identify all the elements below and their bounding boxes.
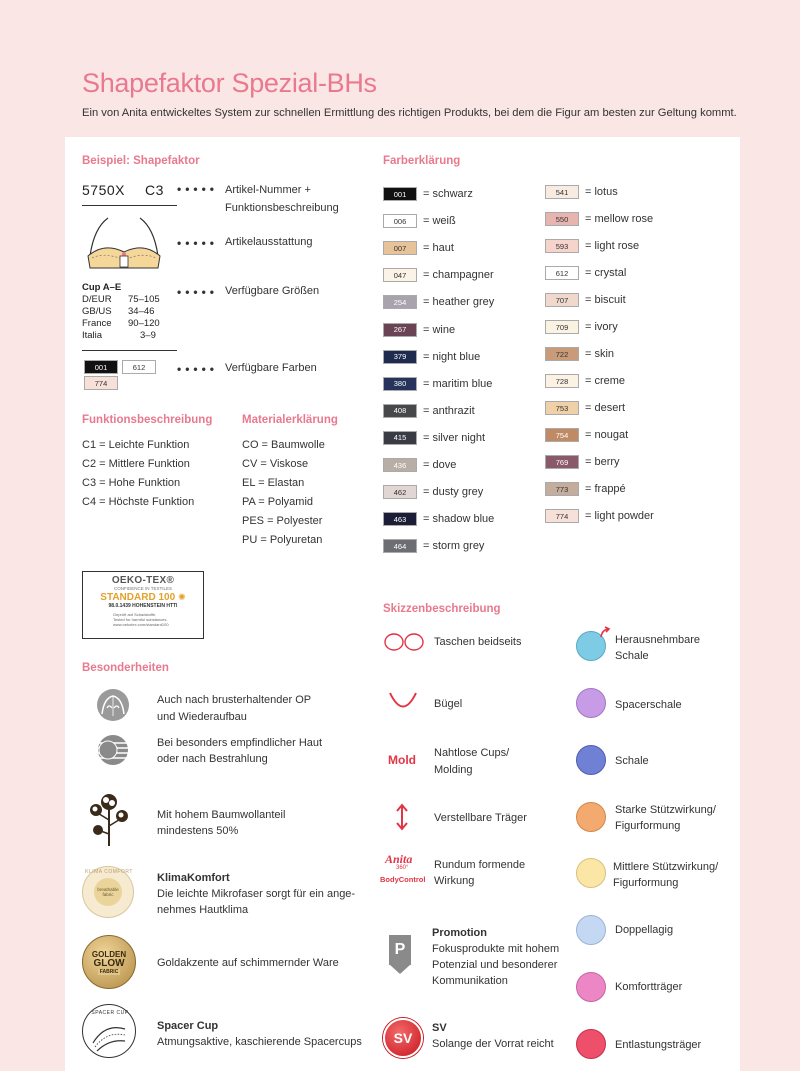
colors-heading: Farberklärung <box>383 155 461 167</box>
color-swatch: 593 <box>545 239 579 253</box>
color-swatch: 774 <box>545 509 579 523</box>
color-row <box>383 403 475 419</box>
promotion-icon: P <box>389 935 411 965</box>
function-item: C3 = Hohe Funktion <box>82 477 181 489</box>
anita-brand: Anita <box>385 852 413 866</box>
color-label: = biscuit <box>585 294 626 306</box>
sketch-right-6: Doppellagig <box>615 924 674 936</box>
color-swatch: 541 <box>545 185 579 199</box>
oekotex-standard: STANDARD 100 <box>100 592 176 603</box>
sketch-right-7: Komfortträger <box>615 981 683 993</box>
color-label: = storm grey <box>423 540 485 553</box>
special-item-3-line1: Mit hohem Baumwollanteil <box>157 809 286 821</box>
label-article-2: Funktionsbeschreibung <box>225 202 339 214</box>
color-label: = schwarz <box>423 188 473 200</box>
leader-dots: ••••• <box>177 362 219 376</box>
body-control-logo <box>380 852 428 892</box>
function-item: C1 = Leichte Funktion <box>82 439 190 451</box>
color-swatch: 462 <box>383 485 417 499</box>
spacer-cup-badge <box>82 1004 136 1058</box>
underwire-icon <box>387 690 419 712</box>
color-swatch: 753 <box>545 401 579 415</box>
oekotex-note1: Geprüft auf Schadstoffe. <box>113 612 157 617</box>
color-swatch: 254 <box>383 295 417 309</box>
color-row <box>383 376 492 392</box>
color-swatch: 006 <box>383 214 417 228</box>
sizes-table <box>82 294 160 342</box>
sv-icon: SV <box>383 1018 423 1058</box>
swatch-774: 774 <box>84 376 118 390</box>
special-item-6-line1: Atmungsaktive, kaschierende Spacercups <box>157 1036 362 1048</box>
color-label: = nougat <box>585 429 629 441</box>
color-row <box>383 240 454 256</box>
color-row <box>545 400 625 416</box>
article-number: 5750X <box>82 182 125 198</box>
sketch-left-6-line2: Potenzial und besonderer <box>432 959 558 971</box>
color-row <box>383 322 455 338</box>
materials-heading: Materialerklärung <box>242 414 338 426</box>
page-title: Shapefaktor Spezial-BHs <box>82 68 377 98</box>
color-label: = lotus <box>585 186 618 198</box>
torso-icon <box>96 688 130 722</box>
sketch-right-4-line1: Starke Stützwirkung/ <box>615 804 716 816</box>
label-features: Artikelausstattung <box>225 236 313 248</box>
color-label: = dusty grey <box>423 486 484 499</box>
material-item: PA = Polyamid <box>242 496 314 508</box>
color-label: = wine <box>423 323 456 336</box>
promotion-icon-tail <box>389 964 411 974</box>
color-label: = crystal <box>585 267 627 279</box>
divider <box>82 350 177 351</box>
color-row <box>383 484 483 500</box>
material-item: CV = Viskose <box>242 458 309 470</box>
sketch-left-7-line1: Solange der Vorrat reicht <box>432 1038 554 1050</box>
material-item: PU = Polyuretan <box>242 534 323 546</box>
color-label: = light powder <box>585 510 654 522</box>
comfort-strap-icon <box>576 972 606 1002</box>
strong-support-icon <box>576 802 606 832</box>
special-item-6-title: Spacer Cup <box>157 1020 219 1032</box>
klima-badge-inner: breathable fabric <box>94 878 122 906</box>
color-label: = weiß <box>423 215 456 228</box>
color-swatch: 408 <box>383 404 417 418</box>
material-item: CO = Baumwolle <box>242 439 325 451</box>
color-row <box>545 265 626 281</box>
adjustable-strap-icon <box>396 803 408 831</box>
color-swatch: 379 <box>383 350 417 364</box>
shell-icon <box>576 745 606 775</box>
special-item-5-line1: Goldakzente auf schimmernder Ware <box>157 957 339 969</box>
special-heading: Besonderheiten <box>82 662 169 674</box>
color-row <box>383 349 480 365</box>
function-item: C4 = Höchste Funktion <box>82 496 195 508</box>
relief-strap-icon <box>576 1029 606 1059</box>
leader-dots: ••••• <box>177 236 219 250</box>
sketch-heading: Skizzenbeschreibung <box>383 603 501 615</box>
color-label: = champagner <box>423 269 494 282</box>
sketch-right-4-line2: Figurformung <box>615 820 681 832</box>
anita-body: BodyControl <box>380 875 426 884</box>
sketch-right-5-line1: Mittlere Stützwirkung/ <box>613 861 719 873</box>
color-swatch: 007 <box>383 241 417 255</box>
color-row <box>545 346 614 362</box>
special-item-4-line1: Die leichte Mikrofaser sorgt für ein ange- <box>157 888 356 900</box>
color-row <box>545 319 618 335</box>
color-label: = ivory <box>585 321 618 333</box>
sketch-left-6-title: Promotion <box>432 927 487 939</box>
special-item-3-line2: mindestens 50% <box>157 825 239 837</box>
function-item: C2 = Mittlere Funktion <box>82 458 190 470</box>
bra-illustration <box>84 212 164 270</box>
sketch-right-3: Schale <box>615 755 649 767</box>
label-sizes: Verfügbare Größen <box>225 285 320 297</box>
medium-support-icon <box>576 858 606 888</box>
example-heading: Beispiel: Shapefaktor <box>82 155 200 167</box>
sketch-left-2: Bügel <box>434 698 463 710</box>
color-swatch: 464 <box>383 539 417 553</box>
color-row <box>545 373 625 389</box>
table-row: Italia 3–9 <box>82 330 156 341</box>
spacer-shell-icon <box>576 688 606 718</box>
cotton-icon <box>88 790 130 848</box>
color-row <box>383 538 484 554</box>
color-row <box>383 186 473 202</box>
special-item-2-line2: oder nach Bestrahlung <box>157 753 268 765</box>
sketch-left-4: Verstellbare Träger <box>434 812 527 824</box>
color-row <box>545 508 654 524</box>
color-label: = creme <box>585 375 626 387</box>
color-swatch: 728 <box>545 374 579 388</box>
color-swatch: 380 <box>383 377 417 391</box>
color-row <box>545 427 628 443</box>
color-row <box>383 457 456 473</box>
color-label: = light rose <box>585 240 640 252</box>
sketch-right-1-line1: Herausnehmbare <box>615 634 700 646</box>
color-label: = mellow rose <box>585 213 654 225</box>
color-row <box>545 184 618 200</box>
spacer-badge-text: SPACER CUP <box>91 1010 129 1016</box>
swatch-612: 612 <box>122 360 156 374</box>
klima-comfort-badge <box>82 866 134 918</box>
oekotex-note2: Tested for harmful substances. <box>113 617 168 622</box>
color-swatch: 267 <box>383 323 417 337</box>
color-row <box>545 454 620 470</box>
functions-heading: Funktionsbeschreibung <box>82 414 213 426</box>
double-layer-icon <box>576 915 606 945</box>
table-row: GB/US 34–46 <box>82 306 155 317</box>
color-swatch: 754 <box>545 428 579 442</box>
color-label: = haut <box>423 242 454 255</box>
color-row <box>383 213 456 229</box>
color-label: = night blue <box>423 350 481 363</box>
sketch-left-3-line2: Molding <box>434 764 473 776</box>
radiation-skin-icon <box>96 733 130 767</box>
color-label: = berry <box>585 456 620 468</box>
color-row <box>383 267 494 283</box>
sketch-left-6-line3: Kommunikation <box>432 975 508 987</box>
spacer-cup-icon <box>91 1019 129 1053</box>
table-row: D/EUR 75–105 <box>82 294 160 305</box>
special-item-4-title: KlimaKomfort <box>157 872 230 884</box>
color-label: = heather grey <box>423 296 495 309</box>
swatch-001: 001 <box>84 360 118 374</box>
color-row <box>383 430 485 446</box>
color-swatch: 707 <box>545 293 579 307</box>
oekotex-url: www.oekotex.com/standard100 <box>113 622 169 627</box>
material-item: EL = Elastan <box>242 477 305 489</box>
color-swatch: 047 <box>383 268 417 282</box>
color-label: = anthrazit <box>423 404 475 417</box>
color-label: = skin <box>585 348 615 360</box>
color-label: = frappé <box>585 483 626 495</box>
pockets-icon <box>383 631 425 653</box>
label-article: Artikel-Nummer + <box>225 184 311 196</box>
color-swatch: 722 <box>545 347 579 361</box>
color-label: = dove <box>423 459 457 471</box>
color-row <box>545 211 653 227</box>
gold-badge-text-3: FABRIC <box>99 968 119 975</box>
leader-dots: ••••• <box>177 182 219 196</box>
color-label: = shadow blue <box>423 513 495 526</box>
color-swatch: 612 <box>545 266 579 280</box>
color-swatch: 709 <box>545 320 579 334</box>
special-item-2-line1: Bei besonders empfindlicher Haut <box>157 737 323 749</box>
page-subtitle: Ein von Anita entwickeltes System zur schnellen Ermittlung des richtigen Produkts, bei dem die Figur am besten zur Geltung kommt. <box>82 107 737 119</box>
oekotex-brand: OEKO-TEX® <box>111 575 175 586</box>
color-swatch: 773 <box>545 482 579 496</box>
klima-badge-text: KLIMA COMFORT <box>85 869 133 875</box>
material-item: PES = Polyester <box>242 515 323 527</box>
color-swatch: 463 <box>383 512 417 526</box>
color-row <box>545 238 639 254</box>
sketch-left-5-line2: Wirkung <box>434 875 475 887</box>
cup-label: Cup A–E <box>82 282 122 293</box>
color-row <box>383 511 494 527</box>
function-code: C3 <box>145 182 164 198</box>
color-swatch: 436 <box>383 458 417 472</box>
oekotex-tagline: CONFIDENCE IN TEXTILES <box>114 586 172 591</box>
oekotex-label <box>82 571 204 639</box>
color-row <box>545 292 626 308</box>
special-item-4-line2: nehmes Hautklima <box>157 904 249 916</box>
sketch-right-2: Spacerschale <box>615 699 682 711</box>
color-swatch: 001 <box>383 187 417 201</box>
special-item-1-line1: Auch nach brusterhaltender OP <box>157 694 312 706</box>
sketch-left-5-line1: Rundum formende <box>434 859 526 871</box>
sketch-right-5-line2: Figurformung <box>613 877 679 889</box>
leader-dots: ••••• <box>177 285 219 299</box>
color-row <box>545 481 626 497</box>
special-item-1-line2: und Wiederaufbau <box>157 711 247 723</box>
gold-badge-text-1: GOLDEN <box>91 949 127 959</box>
divider <box>82 205 177 206</box>
table-row: France 90–120 <box>82 318 160 329</box>
sketch-left-6-line1: Fokusprodukte mit hohem <box>432 943 560 955</box>
color-label: = desert <box>585 402 626 414</box>
anita-deg: 360° <box>396 865 409 871</box>
color-swatch: 415 <box>383 431 417 445</box>
golden-glow-badge <box>82 935 136 989</box>
sketch-left-3-line1: Nahtlose Cups/ <box>434 747 510 759</box>
sketch-right-1-line2: Schale <box>615 650 649 662</box>
arrow-icon <box>598 626 612 640</box>
sketch-right-8: Entlastungsträger <box>615 1039 702 1051</box>
gold-badge-text-2: GLOW <box>93 957 125 969</box>
oekotex-cert: 98.0.1439 HOHENSTEIN HTTI <box>108 603 178 609</box>
sun-icon: ✺ <box>178 592 186 602</box>
color-row <box>383 294 494 310</box>
sketch-left-7-title: SV <box>432 1022 447 1034</box>
color-swatch: 550 <box>545 212 579 226</box>
color-label: = maritim blue <box>423 377 493 390</box>
mold-icon: Mold <box>388 753 416 767</box>
color-label: = silver night <box>423 431 486 444</box>
sketch-left-1: Taschen beidseits <box>434 636 522 648</box>
color-swatch: 769 <box>545 455 579 469</box>
label-colors: Verfügbare Farben <box>225 362 317 374</box>
